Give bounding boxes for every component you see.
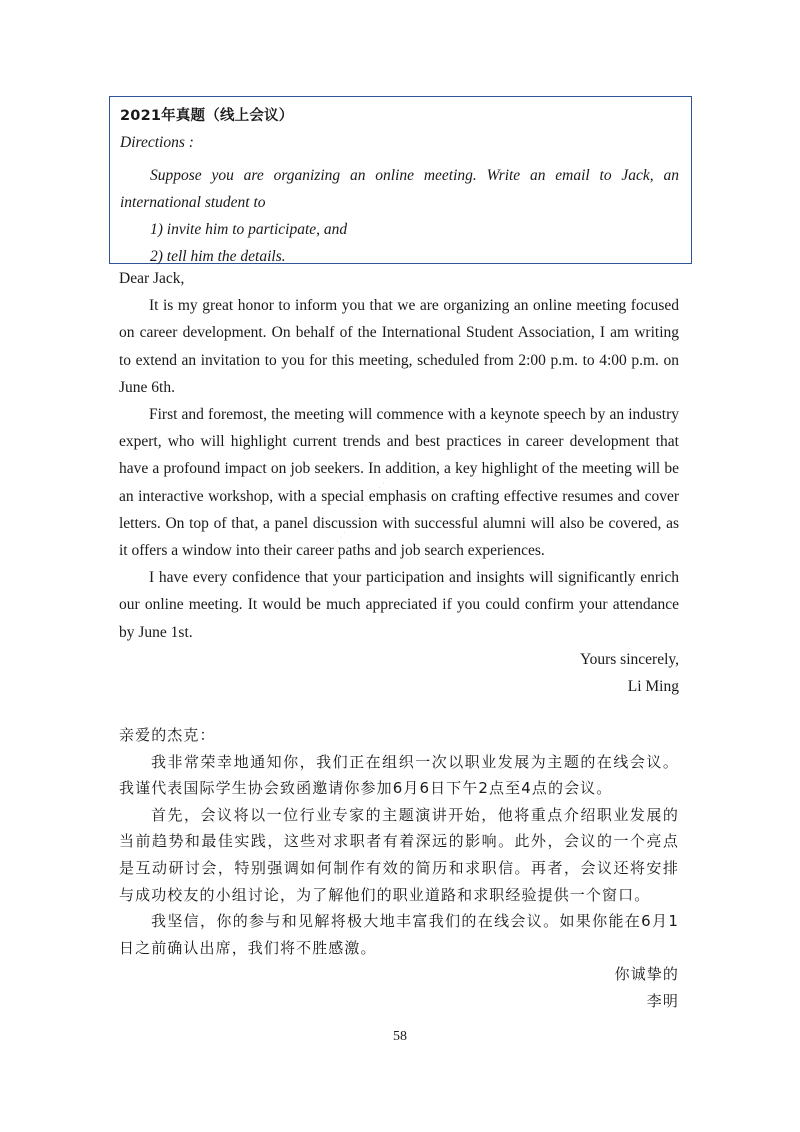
- directions-prompt: Suppose you are organizing an online meeting. Write an email to Jack, an international student to: [120, 167, 679, 211]
- directions-item-1: 1) invite him to participate, and: [150, 221, 348, 238]
- directions-title: 2021年真题（线上会议）: [120, 108, 294, 124]
- english-signature: Li Ming: [627, 678, 679, 696]
- english-paragraph-3: I have every confidence that your participation and insights will significantly enrich our online meeting. It would be much appreciated if you could confirm your attendance by June 1st.: [119, 569, 679, 641]
- chinese-paragraph-2: 首先，会议将以一位行业专家的主题演讲开始，他将重点介绍职业发展的当前趋势和最佳实践，这些对求职者有着深远的影响。此外，会议的一个亮点是互动研讨会，特别强调如何制作有效的简历和求职信。再者，会议还将安排与成功校友的小组讨论，为了解他们的职业道路和求职经验提供一个窗口。: [119, 805, 679, 904]
- english-salutation: Dear Jack,: [119, 270, 185, 287]
- chinese-signature: 李明: [646, 991, 679, 1010]
- english-letter: [119, 265, 679, 700]
- english-closing: Yours sincerely,: [579, 650, 679, 668]
- page-number: 58: [393, 1029, 407, 1044]
- watermark: · · · · · · · · · · · · · · · ·: [330, 475, 393, 552]
- english-paragraph-2: First and foremost, the meeting will commence with a keynote speech by an industry expert, who will highlight current trends and best practices in career development that have a profound impact on job seekers. In addition, a key highlight of the meeting will be an interactive workshop, with a special emphasis on crafting effective resumes and cover letters. On top of that, a panel discussion with successful alumni will also be covered, as it offers a window into their career paths and job search experiences.: [119, 406, 679, 560]
- chinese-salutation: 亲爱的杰克：: [119, 726, 216, 744]
- directions-item-2: 2) tell him the details.: [150, 248, 286, 265]
- chinese-letter: [119, 722, 679, 1015]
- directions-box: [109, 96, 692, 264]
- chinese-paragraph-3: 我坚信，你的参与和见解将极大地丰富我们的在线会议。如果你能在6月1日之前确认出席，我们将不胜感激。: [119, 912, 679, 957]
- directions-label: Directions :: [120, 134, 194, 151]
- chinese-closing: 你诚挚的: [614, 965, 679, 984]
- english-paragraph-1: It is my great honor to inform you that we are organizing an online meeting focused on career development. On behalf of the International Student Association, I am writing to extend an invitation to you for this meeting, scheduled from 2:00 p.m. to 4:00 p.m. on June 6th.: [119, 297, 679, 396]
- chinese-paragraph-1: 我非常荣幸地通知你，我们正在组织一次以职业发展为主题的在线会议。我谨代表国际学生协会致函邀请你参加6月6日下午2点至4点的会议。: [119, 752, 679, 798]
